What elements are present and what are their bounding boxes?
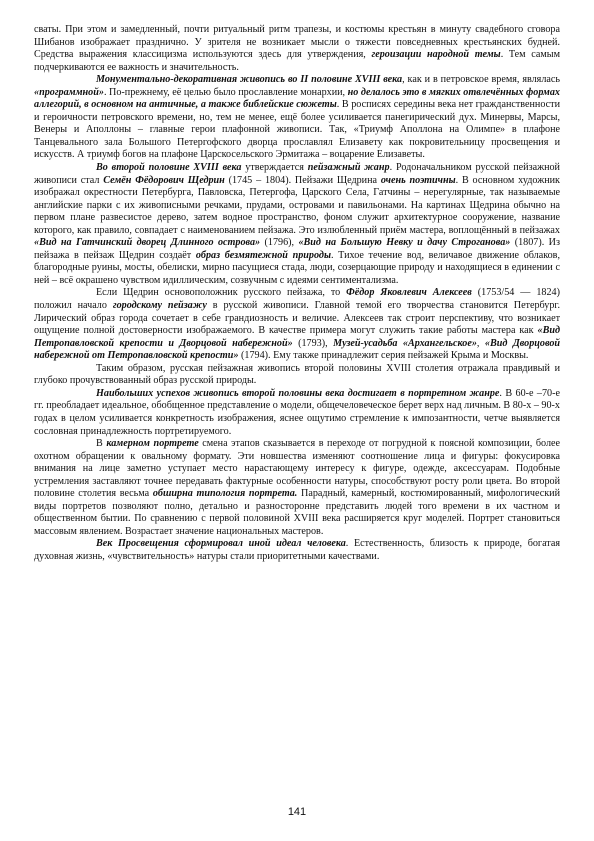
emphasis-text: «Вид на Гатчинский дворец Длинного острова» bbox=[34, 237, 261, 249]
body-text: в русской живописи. Главной темой его творчества становится Петербург. Лирический образ города сочетает в себе грандиозность и величие. Алексеев так строит перспективу, что возникает ощущение полной достоверности изображаемого. В качестве примера могут служить такие работы мастера как bbox=[34, 300, 560, 337]
emphasis-text: Наибольших успехов живопись второй половины века достигает в портретном жанре bbox=[96, 387, 500, 399]
emphasis-text: Во второй половине XVIII века bbox=[96, 162, 242, 174]
body-text: Если Щедрин основоположник русского пейзажа, то bbox=[96, 287, 347, 299]
body-text: , bbox=[476, 337, 485, 349]
emphasis-text: но делалось это в мягких отвлечённых формах аллегорий, в основном на античные, а также библейские сюжеты bbox=[34, 86, 560, 111]
emphasis-text: героизации народной темы bbox=[371, 49, 501, 61]
emphasis-text: городскому пейзажу bbox=[112, 300, 207, 312]
emphasis-text: очень поэтичны bbox=[380, 174, 456, 186]
emphasis-text: пейзажный жанр bbox=[307, 162, 390, 174]
emphasis-text: обширна типология портрета. bbox=[152, 488, 298, 500]
emphasis-text: камерном портрете bbox=[106, 438, 199, 450]
body-text: (1794). Ему также принадлежит серия пейзажей Крыма и Москвы. bbox=[238, 350, 529, 362]
paragraph-monumental-painting bbox=[34, 74, 560, 162]
paragraph-enlightenment-ideal bbox=[34, 538, 560, 563]
emphasis-text: Музей-усадьба «Архангельское» bbox=[333, 337, 477, 349]
body-text: В bbox=[96, 438, 107, 450]
body-text: , как и в петровское время, являлась bbox=[402, 74, 561, 86]
body-text: (1807). Из пейзажа в пейзаж Щедрин создаёт bbox=[34, 237, 560, 261]
body-text: (1796), bbox=[260, 237, 299, 249]
paragraph-portrait-genre bbox=[34, 388, 560, 438]
body-text: (1753/54 — 1824) положил начало bbox=[34, 287, 560, 312]
paragraph-landscape-conclusion bbox=[34, 363, 560, 388]
body-text: . По-прежнему, её целью было прославление монархии, bbox=[103, 86, 348, 98]
body-text: . В основном художник изображал окрестности Петербурга, Павловска, Петергофа, Царского Села, Гатчины – нерегулярные, так называемые английские парки с их живописными речками, прудами, островами и павильонами. На картинах Щедрина обычно на первом плане развесистое дерево, затем водное пространство, фоном служит архитектурное сооружение, название которого, как правило, совпадает с наименованием пейзажа. Это излюбленный приём мастера, воплощённый в пейзажах bbox=[34, 174, 560, 236]
body-text: . Тем самым подчеркиваются ее важность и значительность. bbox=[34, 49, 560, 73]
body-text: сваты. При этом и замедленный, почти ритуальный ритм трапезы, и костюмы крестьян в минуту свадебного сговора Шибанов изображает празднично. У зрителя не возникает мысли о тяжести повседневных крестьянских будней. Средства выражения классицизма используются здесь для утверждения, bbox=[34, 24, 560, 61]
emphasis-text: «Вид Дворцовой набережной от Петропавловской крепости» bbox=[34, 337, 561, 362]
body-text: смена этапов сказывается в переходе от погрудной к поясной композиции, более охотном обращении к овальному формату. Эти новшества изменяют соотношение лица и фигуры: фокусировка внимания на лице заметно уступает место нарастающему интересу к фигуре, одежде, аксессуарам. Подобные устремления заставляют точнее передавать фактурные особенности натуры, способствуют росту роли цвета. Во второй половине столетия весьма bbox=[34, 438, 560, 500]
paragraph-shibanov-ending bbox=[34, 24, 560, 74]
body-text: Парадный, камерный, костюмированный, мифологический виды портретов позволяют полно, детально и разносторонне представить людей того времени в их частном и общественном бытии. По сравнению с первой половиной XVIII века расширяется круг моделей. Портрет становиться массовым явлением. Возрастает значение национальных мастеров. bbox=[34, 488, 561, 537]
body-text: . Естественность, близость к природе, богатая духовная жизнь, «чувствительность» натуры стали приоритетными качествами. bbox=[34, 538, 560, 562]
emphasis-text: «Вид на Большую Невку и дачу Строганова» bbox=[298, 237, 511, 249]
body-text: . Тихое течение вод, величавое движение облаков, благородные руины, мосты, обелиски, мирно пасущиеся стада, люди, созерцающие природу и находящиеся в единении с ней – всё окрашено чувством идиллическим, созвучным с идеями сентиментализма. bbox=[34, 249, 560, 286]
body-text: . В 60-е –70-е гг. преобладает идеальное, обобщенное представление о модели, общечеловеческое берет верх над личным. В 80-х – 90-х годах в целом усиливается конкретность изображения, яснее ощутимо стремление к импозантности, четче выявляется сословная принадлежность портретируемого. bbox=[34, 387, 560, 437]
paragraph-landscape-shchedrin bbox=[34, 162, 560, 287]
emphasis-text: Век Просвещения сформировал иной идеал человека bbox=[96, 538, 346, 550]
document-page bbox=[34, 24, 560, 564]
body-text: . Родоначальником русской пейзажной живописи стал bbox=[34, 162, 560, 186]
paragraph-chamber-portrait bbox=[34, 438, 560, 538]
body-text: Таким образом, русская пейзажная живопись второй половины XVIII столетия отражала правдивый и глубоко прочувствованный образ русской природы. bbox=[34, 362, 560, 387]
emphasis-text: «Вид Петропавловской крепости и Дворцовой набережной» bbox=[34, 325, 560, 349]
body-text: (1793), bbox=[292, 337, 334, 349]
emphasis-text: «программной» bbox=[34, 86, 104, 98]
paragraph-alekseev-city-landscape bbox=[34, 287, 560, 362]
body-text: . В росписях середины века нет гражданственности и героичности петровского времени, но, тем не менее, ещё более усиливается панегирический дух. Минервы, Марсы, Венеры и Аполлоны – главные герои плафонной живописи. Так, «Триумф Аполлона на Олимпе» в плафоне Танцевального зала Большого Петергофского дворца прославлял Елизавету как покровительницу просвещения и искусств. А триумф богов на плафоне Царскосельского Эрмитажа – воцарение Елизаветы. bbox=[34, 99, 560, 161]
body-text: (1745 – 1804). Пейзажи Щедрина bbox=[224, 174, 381, 186]
emphasis-text: Семён Фёдорович Щедрин bbox=[103, 174, 225, 186]
emphasis-text: образ безмятежной природы bbox=[195, 249, 331, 261]
emphasis-text: Монументально-декоративная живопись во II половине XVIII века bbox=[96, 74, 403, 86]
body-text: утверждается bbox=[241, 162, 308, 174]
emphasis-text: Фёдор Яковлевич Алексеев bbox=[346, 287, 472, 299]
page-number: 141 bbox=[287, 806, 307, 818]
